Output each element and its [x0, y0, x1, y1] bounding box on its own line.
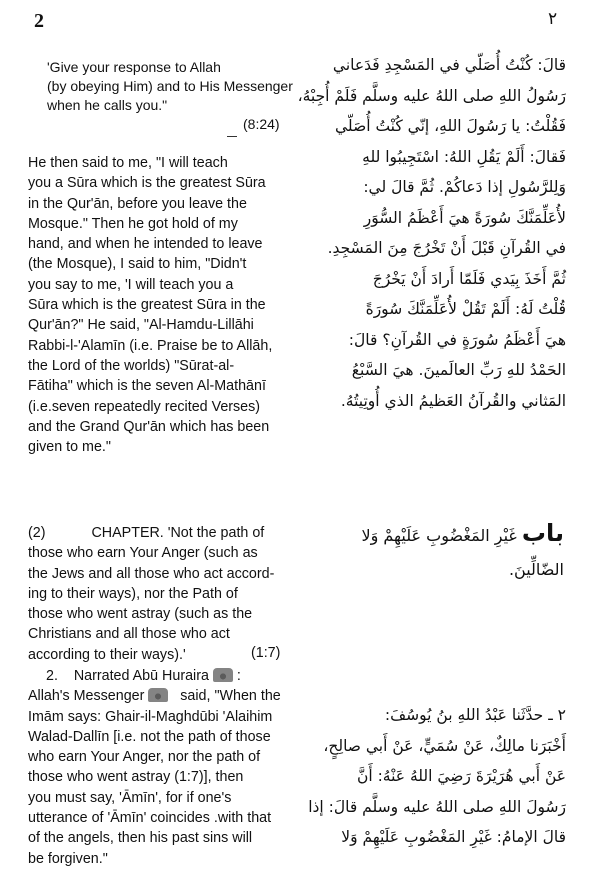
messenger-label: Allah's Messenger	[28, 688, 145, 705]
arabic-line: فَقالَ: أَلَمْ يَقُلِ اللهُ: اسْتَجِيبُوا للهِ	[362, 147, 566, 166]
text-line: Sūra which is the greatest Sūra in the	[28, 297, 266, 314]
verse-line: (by obeying Him) and to His Messenger	[47, 78, 293, 94]
page-number-arabic: ٢	[548, 9, 558, 29]
text-line: and the Grand Qur'ān which has been	[28, 418, 270, 435]
text-line: you say to me, 'I will teach you a	[28, 276, 234, 293]
text-line: of the angels, then his past sins will	[28, 830, 253, 847]
text-line: be forgiven."	[28, 850, 108, 867]
arabic-heading-line	[296, 516, 564, 553]
text-line: hand, and when he intended to leave	[28, 236, 263, 253]
text-line: those who went astray (such as the	[28, 606, 253, 623]
text-line: Qur'ān?" He said, "Al-Hamdu-Lillāhi	[28, 317, 254, 334]
arabic-line: أَخْبَرَنا مالِكٌ، عَنْ سُمَيٍّ، عَنْ أَبي صالِحٍ،	[323, 736, 566, 755]
chapter-reference: (1:7)	[251, 645, 281, 661]
arabic-line: وَلِلرَّسُولِ إذا دَعاكُمْ. ثُمَّ قالَ لي:	[363, 178, 566, 196]
text-line: Ghair-il-Maghdūbi 'Alaihim	[105, 708, 273, 725]
narration-one-text	[28, 153, 284, 457]
said-when: said, "When the	[180, 688, 281, 705]
arabic-title: غَيْرِ المَغْضُوبِ عَلَيْهِمْ وَلا	[361, 526, 517, 545]
narrator: Narrated Abū Huraira	[73, 668, 209, 684]
text-line: the Jews and all those who act accord-	[28, 565, 275, 582]
arabic-title-continued: الضّالِّينَ.	[508, 560, 564, 579]
salutation-icon	[148, 688, 168, 702]
verse-line: when he calls you."	[47, 97, 168, 113]
text-line: ing to their ways), nor the Path of	[28, 585, 238, 602]
verse-quote	[47, 58, 293, 115]
text-line: He then said to me, "I will teach	[28, 155, 228, 171]
verse-reference: (8:24)	[243, 116, 280, 132]
verse-line: 'Give your response to Allah	[47, 59, 221, 75]
text-line: those who earn Your Anger (such as	[28, 545, 258, 562]
arabic-line: الحَمْدُ للهِ رَبِّ العالَمينَ. هيَ السَّبْعُ	[351, 361, 566, 379]
divider	[227, 136, 237, 137]
narration-two-header: 2. Narrated Abū Huraira :	[46, 668, 241, 684]
text-line: according to their ways).'	[28, 646, 186, 663]
arabic-line: في القُرآنِ قَبْلَ أَنْ تَخْرُجَ مِنَ المَسْجِدِ.	[327, 239, 566, 257]
text-line: Christians and all those who act	[28, 626, 230, 643]
text-line: the Lord of the worlds) "Sūrat-al-	[28, 357, 235, 374]
text-line: Mosque." Then he got hold of my	[28, 215, 238, 232]
page-number-english: 2	[34, 10, 44, 32]
arabic-line: قالَ الإمامُ: غَيْرِ المَغْضُوبِ عَلَيْهِمْ وَلا	[341, 828, 566, 846]
text-line: (the Mosque), I said to him, "Didn't	[28, 256, 247, 273]
chapter-number: (2)	[28, 525, 46, 541]
chapter-first-line	[28, 523, 286, 543]
text-line: CHAPTER. 'Not the path of	[91, 525, 265, 541]
text-line: utterance of 'Āmīn' coincides .with that	[28, 810, 272, 827]
arabic-line: رَسُولُ اللهِ صلى اللهُ عليه وسلَّم فَلَمْ أُجِبْهُ،	[297, 86, 566, 105]
text-line: Walad-Dallīn [i.e. not the path of those	[28, 728, 271, 745]
arabic-line: قالَ: كُنْتُ أُصَلّي في المَسْجِدِ فَدَعاني	[332, 56, 566, 74]
arabic-line: عَنْ أَبي هُرَيْرَةَ رَضِيَ اللهُ عَنْهُ: أَنَّ	[356, 767, 566, 785]
text-line: you a Sūra which is the greatest Sūra	[28, 175, 266, 192]
narration-two-line-3	[28, 707, 286, 727]
narration-two-text	[28, 666, 286, 869]
text-line: Rabbi-l-'Alamīn (i.e. Praise be to Allāh,	[28, 337, 273, 354]
arabic-narration-one	[296, 50, 566, 416]
hadith-number: 2.	[46, 668, 58, 684]
arabic-line: ٢ ـ حدَّثَنا عَبْدُ اللهِ بنُ يُوسُفَ:	[384, 706, 566, 724]
arabic-line: ثُمَّ أَخَذَ بِيَدي فَلَمّا أَرادَ أَنْ يَخْرُجَ	[372, 269, 566, 288]
text-line: who earn Your Anger, nor the path of	[28, 749, 261, 766]
bab-label: باب	[521, 519, 564, 547]
arabic-line: قُلْتُ لَهُ: أَلَمْ تَقُلْ لأُعَلِّمَنَّكَ سُورَةً	[365, 300, 566, 318]
salutation-icon	[213, 668, 233, 682]
text-line: (i.e.seven repeatedly recited Verses)	[28, 398, 261, 415]
arabic-narration-two	[296, 700, 566, 853]
arabic-line: فَقُلْتُ: يا رَسُولَ اللهِ، إنّي كُنْتُ أُصَلّي	[335, 117, 566, 135]
arabic-line: لأُعَلِّمَنَّكَ سُورَةً هيَ أَعْظَمُ السُّوَرِ	[363, 208, 566, 227]
arabic-chapter-heading	[296, 516, 564, 587]
arabic-line: رَسُولَ اللهِ صلى اللهُ عليه وسلَّم قالَ: إذا	[308, 797, 566, 816]
text-line: in the Qur'ān, before you leave the	[28, 195, 247, 212]
text-line: given to me."	[28, 439, 111, 456]
chapter-text	[28, 523, 286, 665]
text-line: you must say, 'Āmīn', for if one's	[28, 789, 232, 806]
text-line: Fātiha" which is the seven Al-Mathānī	[28, 378, 266, 395]
narration-two-line-2	[28, 686, 286, 706]
arabic-line: المَثاني والقُرآنُ العَظيمُ الذي أُوتِيتُهُ.	[340, 391, 566, 410]
imam-says: Imām says:	[28, 708, 102, 725]
text-line: those who went astray (1:7)], then	[28, 769, 244, 786]
arabic-line: هيَ أَعْظَمُ سُورَةٍ في القُرآنِ؟ قالَ:	[348, 330, 566, 349]
